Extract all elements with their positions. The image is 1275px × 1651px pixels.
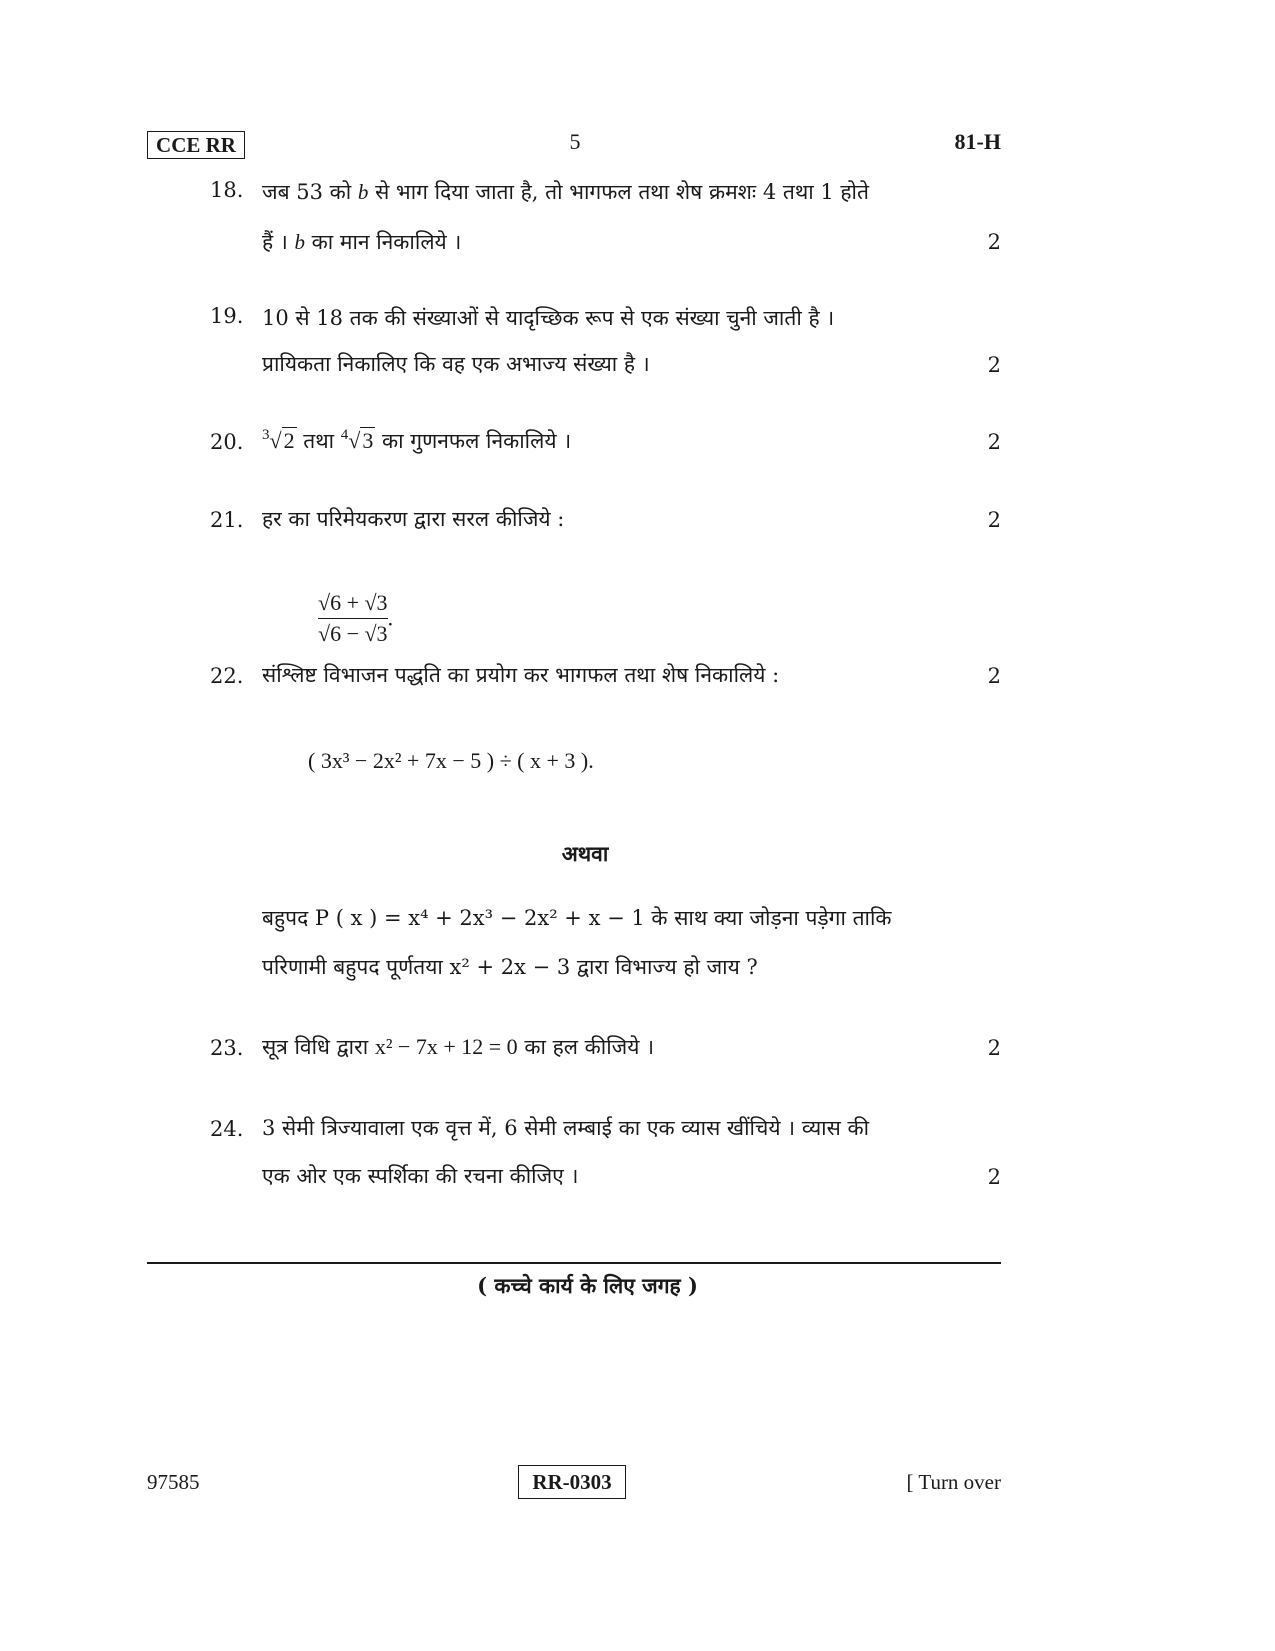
question-text-line: प्रायिकता निकालिए कि वह एक अभाज्य संख्या है । [262,352,650,376]
or-label: अथवा [561,841,609,866]
question-text-line: जब 53 को b से भाग दिया जाता है, तो भागफल तथा शेष क्रमशः 4 तथा 1 होते [262,180,869,204]
question-marks: 2 [987,230,1001,254]
question-number: 20. [210,430,244,454]
fraction-expression: $\frac{√6 + √3}{√6 - √3}$ . [318,590,394,646]
rough-work-label: ( कच्चे कार्य के लिए जगह ) [477,1273,698,1298]
question-marks: 2 [987,353,1001,377]
cube-root-expression: $^3$√2 [262,427,295,453]
question-text-line: बहुपद P ( x ) = x⁴ + 2x³ − 2x² + x − 1 के साथ क्या जोड़ना पड़ेगा ताकि [262,906,892,930]
question-marks: 2 [987,1036,1001,1060]
question-number: 24. [210,1117,244,1141]
question-number: 21. [210,508,244,532]
question-text-line: हर का परिमेयकरण द्वारा सरल कीजिये : [262,507,565,531]
question-text-line: 3 सेमी त्रिज्यावाला एक वृत्त में, 6 सेमी लम्बाई का एक व्यास खींचिये । व्यास की [262,1116,870,1140]
page-number: 5 [569,129,581,154]
question-text-line: सूत्र विधि द्वारा x² − 7x + 12 = 0 का हल कीजिये । [262,1034,655,1059]
footer-paper-code: RR-0303 [518,1465,626,1499]
quadratic-equation: x² − 7x + 12 = 0 [374,1034,518,1059]
question-marks: 2 [987,664,1001,688]
question-text-line: संश्लिष्ट विभाजन पद्धति का प्रयोग कर भागफल तथा शेष निकालिये : [262,663,780,687]
question-marks: 2 [987,508,1001,532]
paper-series-code: CCE RR [147,131,245,159]
question-marks: 2 [987,1165,1001,1189]
question-text-line: परिणामी बहुपद पूर्णतया x² + 2x − 3 द्वारा विभाज्य हो जाय ? [262,955,758,979]
question-marks: 2 [987,430,1001,454]
division-expression: ( 3x³ − 2x² + 7x − 5 ) ÷ ( x + 3 ). [308,748,594,773]
divider-line [147,1262,1001,1264]
turn-over-label: [ Turn over [906,1470,1001,1494]
question-text-line: 10 से 18 तक की संख्याओं से यादृच्छिक रूप से एक संख्या चुनी जाती है । [262,306,835,330]
question-text-line: $^3$√2 तथा $^4$√3 का गुणनफल निकालिये । [262,427,572,453]
question-number: 22. [210,664,244,688]
fourth-root-expression: $^4$√3 [340,427,374,453]
fraction-denominator: √6 − √3 [318,621,388,646]
question-number: 19. [210,304,244,328]
subject-code: 81-H [954,129,1001,154]
question-number: 18. [210,178,244,202]
question-number: 23. [210,1036,244,1060]
footer-serial: 97585 [147,1470,200,1494]
fraction-numerator: √6 + √3 [318,590,388,615]
question-text-line: हैं । b का मान निकालिये । [262,230,462,254]
question-text-line: एक ओर एक स्पर्शिका की रचना कीजिए । [262,1164,579,1188]
